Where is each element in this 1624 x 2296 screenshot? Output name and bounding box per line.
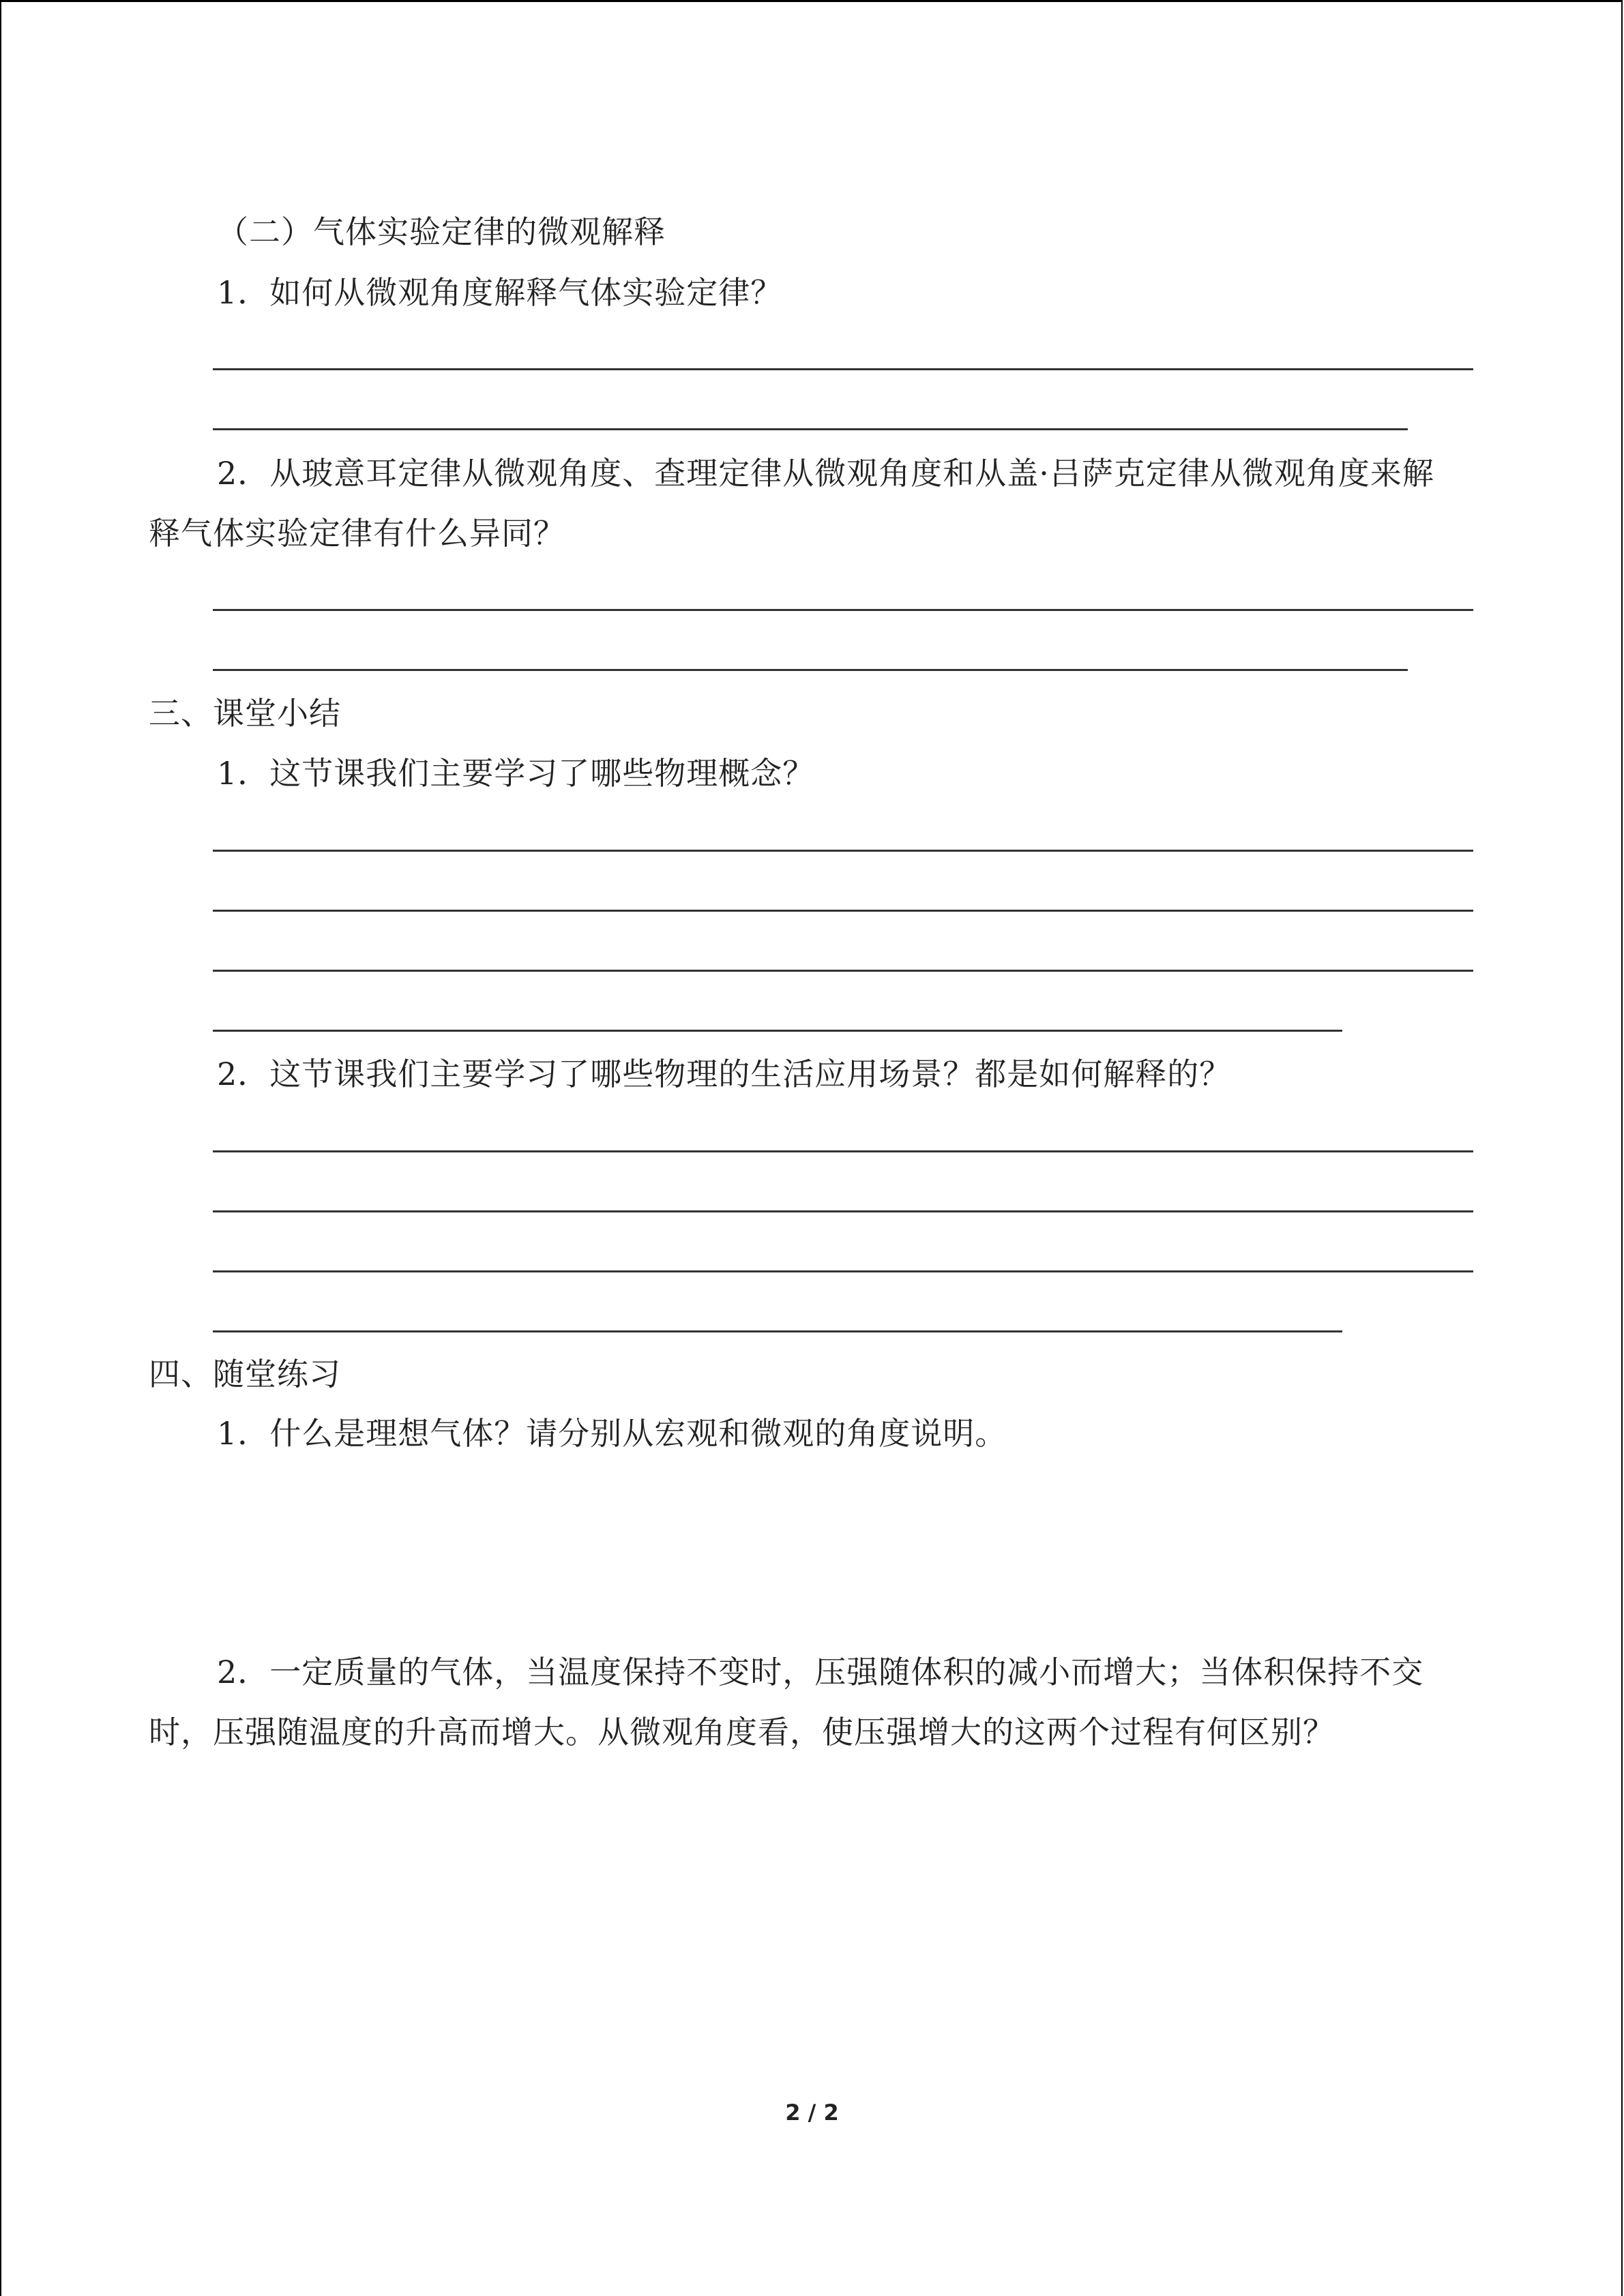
answer-line[interactable]	[213, 609, 1473, 611]
section-two-question-1: 1．如何从微观角度解释气体实验定律？	[217, 274, 783, 311]
section-three-question-1: 1．这节课我们主要学习了哪些物理概念？	[217, 755, 815, 792]
answer-line[interactable]	[213, 910, 1473, 912]
section-three-question-2: 2．这节课我们主要学习了哪些物理的生活应用场景？都是如何解释的？	[217, 1056, 1232, 1092]
section-two-question-2-line-1: 2．从玻意耳定律从微观角度、查理定律从微观角度和从盖·吕萨克定律从微观角度来解	[217, 455, 1434, 492]
answer-line[interactable]	[213, 970, 1473, 972]
answer-line[interactable]	[213, 1210, 1473, 1212]
answer-line[interactable]	[213, 428, 1408, 430]
section-four-question-1: 1．什么是理想气体？请分别从宏观和微观的角度说明。	[217, 1415, 1007, 1452]
section-two-heading: （二）气体实验定律的微观解释	[217, 213, 666, 250]
section-two-question-2-line-2: 释气体实验定律有什么异同？	[149, 515, 565, 552]
answer-line[interactable]	[213, 1150, 1473, 1152]
answer-line[interactable]	[213, 669, 1408, 671]
answer-line[interactable]	[213, 1330, 1342, 1332]
answer-line[interactable]	[213, 368, 1473, 370]
answer-line[interactable]	[213, 1270, 1473, 1272]
answer-line[interactable]	[213, 1030, 1342, 1032]
page-number: 2 / 2	[785, 2100, 839, 2126]
answer-line[interactable]	[213, 850, 1473, 852]
section-four-question-2-line-1: 2．一定质量的气体，当温度保持不变时，压强随体积的减小而增大；当体积保持不交	[217, 1654, 1424, 1690]
section-four-heading: 四、随堂练习	[149, 1356, 341, 1392]
section-four-question-2-line-2: 时，压强随温度的升高而增大。从微观角度看，使压强增大的这两个过程有何区别？	[149, 1714, 1335, 1750]
section-three-heading: 三、课堂小结	[149, 695, 341, 732]
